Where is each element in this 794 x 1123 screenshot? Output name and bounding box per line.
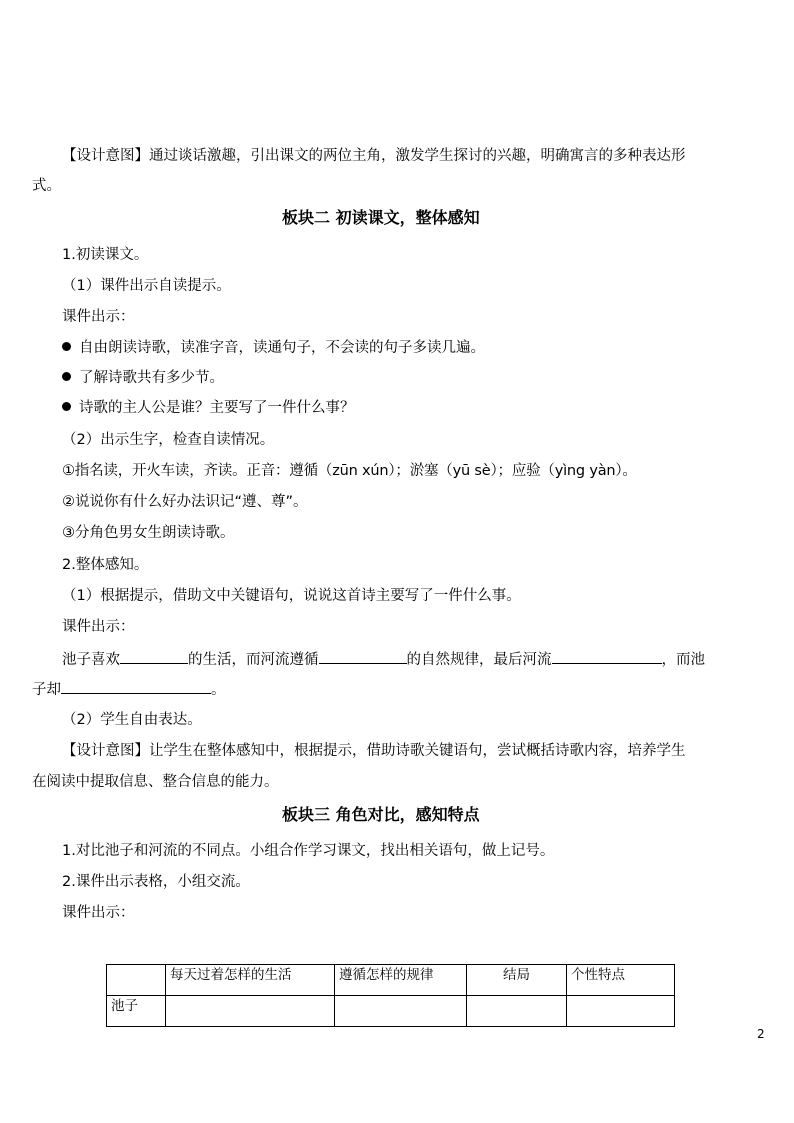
s2-item-2: 2.整体感知。 <box>62 557 149 573</box>
bullet-dot-icon <box>62 342 71 351</box>
table-cell <box>567 996 675 1027</box>
table-cell <box>467 996 567 1027</box>
comparison-table <box>106 964 675 1027</box>
table-header-row <box>107 965 675 996</box>
s2-sub-4: （2）学生自由表达。 <box>62 712 202 728</box>
table-cell <box>335 996 467 1027</box>
bullet-item: 自由朗读诗歌，读准字音，读通句子，不会读的句子多读几遍。 <box>62 338 485 358</box>
s2-sub-1: （1）课件出示自读提示。 <box>62 278 231 294</box>
bullet-item: 诗歌的主人公是谁？主要写了一件什么事？ <box>62 398 355 418</box>
table-header-cell: 遵循怎样的规律 <box>335 965 467 996</box>
s2-item-1: 1.初读课文。 <box>62 247 149 263</box>
answer-blank <box>552 649 662 664</box>
table-header-cell: 个性特点 <box>567 965 675 996</box>
table-header-cell <box>107 965 166 996</box>
answer-blank <box>61 679 211 694</box>
s2-sub-2: （2）出示生字，检查自读情况。 <box>62 432 275 448</box>
s3-item-2: 2.课件出示表格，小组交流。 <box>62 874 250 890</box>
fill-in-blank-line-1: 池子喜欢 的生活，而河流遵循 的自然规律，最后河流 ，而池 <box>62 649 705 670</box>
s2-step-3: ③分角色男女生朗读诗歌。 <box>62 525 235 541</box>
table-row <box>107 996 675 1027</box>
table-cell: 池子 <box>107 996 166 1027</box>
design-intent-paragraph-2-cont: 在阅读中提取信息、整合信息的能力。 <box>32 774 279 790</box>
design-intent-paragraph-1: 【设计意图】通过谈话激趣，引出课文的两位主角，激发学生探讨的兴趣，明确寓言的多种表达形 <box>62 148 686 164</box>
table-header-cell: 每天过着怎样的生活 <box>166 965 335 996</box>
section-3-title: 板块三 角色对比，感知特点 <box>282 805 480 824</box>
answer-blank <box>120 649 188 664</box>
courseware-label: 课件出示： <box>62 309 135 325</box>
bullet-item: 了解诗歌共有多少节。 <box>62 368 224 388</box>
courseware-label: 课件出示： <box>62 905 135 921</box>
s2-step-2: ②说说你有什么好办法识记“遵、尊”。 <box>62 494 308 510</box>
design-intent-paragraph-1-cont: 式。 <box>32 178 61 194</box>
fill-in-blank-line-2: 子却 。 <box>32 679 226 700</box>
answer-blank <box>319 649 407 664</box>
courseware-label: 课件出示： <box>62 619 135 635</box>
table-cell <box>166 996 335 1027</box>
s2-sub-3: （1）根据提示，借助文中关键语句，说说这首诗主要写了一件什么事。 <box>62 588 521 604</box>
section-2-title: 板块二 初读课文，整体感知 <box>282 208 480 227</box>
s2-step-1: ①指名读，开火车读，齐读。正音：遵循（zūn xún）；淤塞（yū sè）；应验（yìng yàn）。 <box>62 463 637 479</box>
bullet-dot-icon <box>62 372 71 381</box>
table-header-cell: 结局 <box>467 965 567 996</box>
design-intent-paragraph-2: 【设计意图】让学生在整体感知中，根据提示，借助诗歌关键语句，尝试概括诗歌内容，培养学生 <box>62 743 686 759</box>
s3-item-1: 1.对比池子和河流的不同点。小组合作学习课文，找出相关语句，做上记号。 <box>62 843 555 859</box>
page-number: 2 <box>757 1027 765 1041</box>
bullet-dot-icon <box>62 402 71 411</box>
